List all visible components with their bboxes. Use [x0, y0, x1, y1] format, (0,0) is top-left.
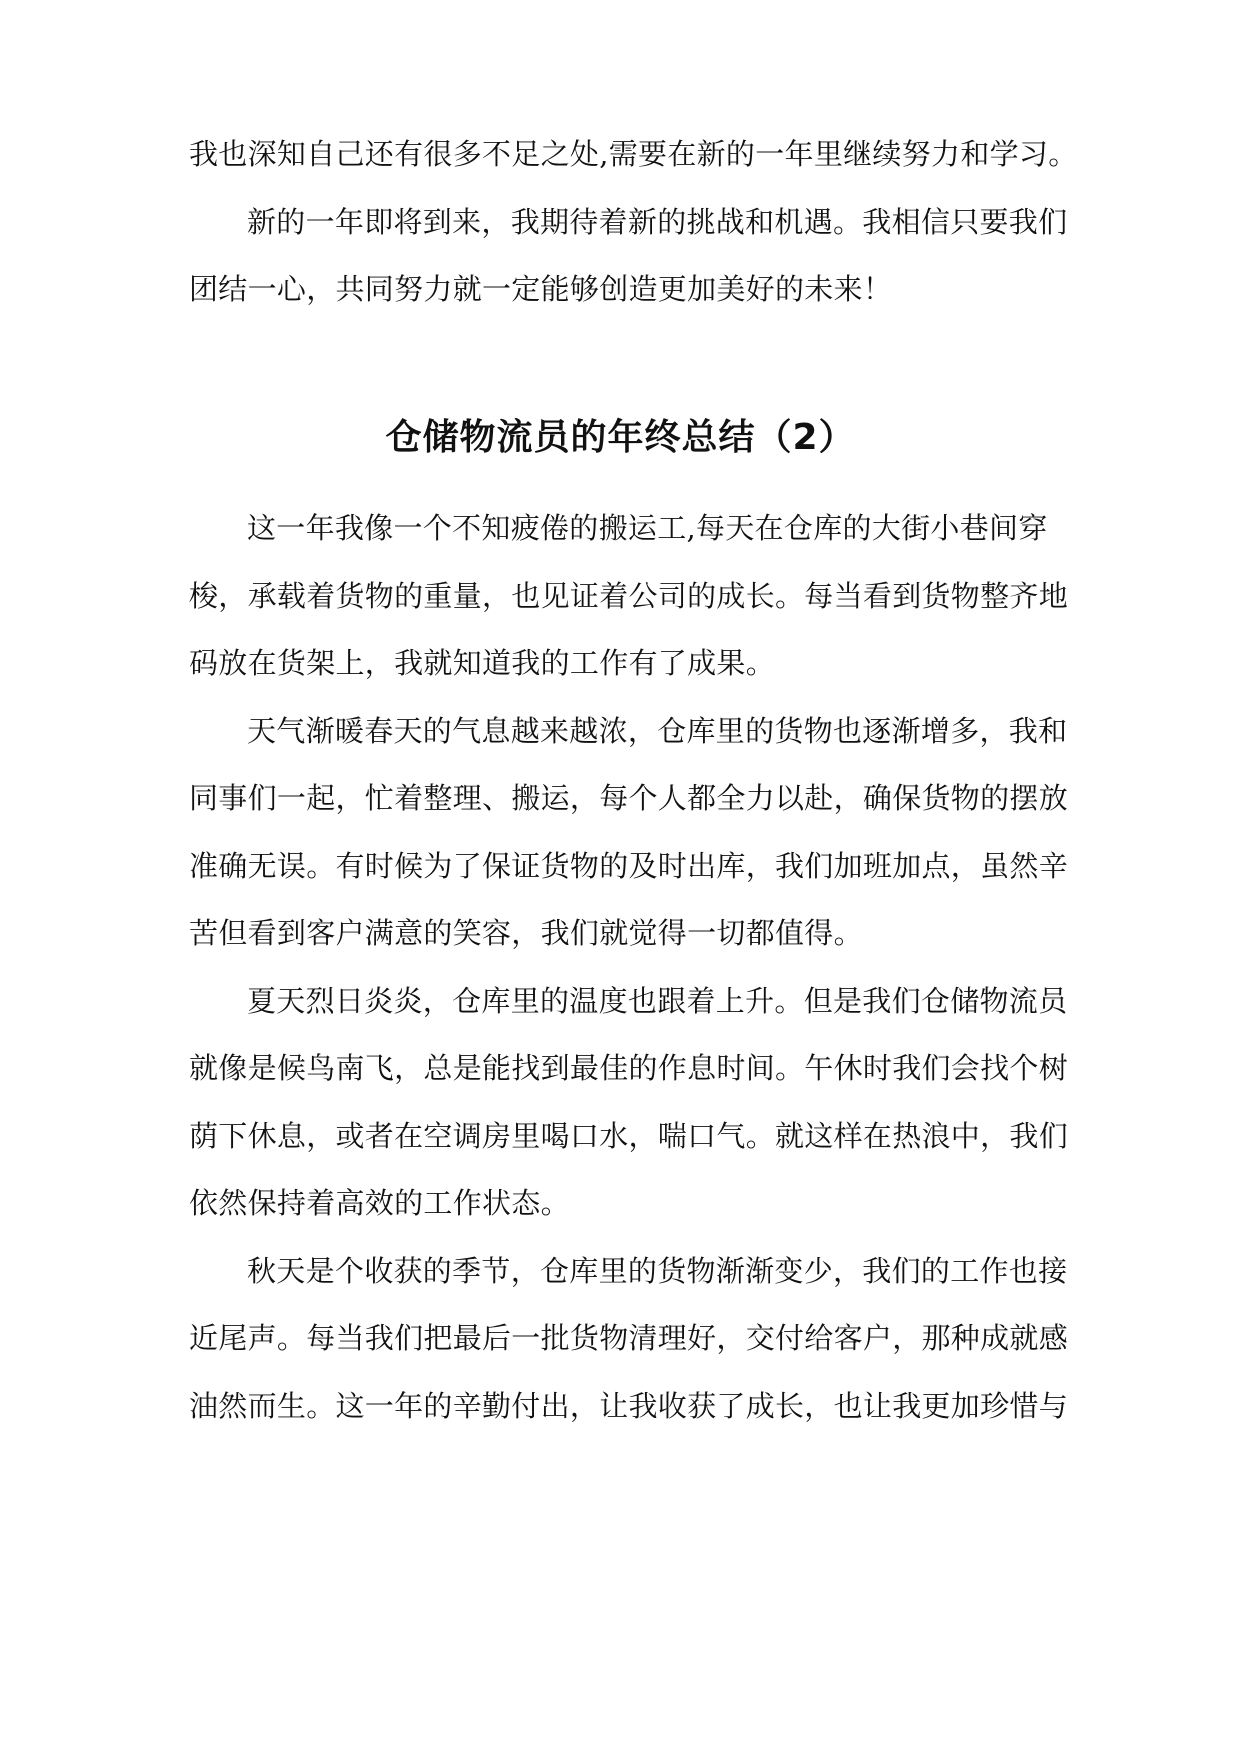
- paragraph-line: 码放在货架上，我就知道我的工作有了成果。: [189, 646, 776, 680]
- paragraph-line: 我也深知自己还有很多不足之处,需要在新的一年里继续努力和学习。: [189, 137, 1078, 171]
- paragraph-line: 天气渐暖春天的气息越来越浓，仓库里的货物也逐渐增多，我和: [247, 714, 1068, 748]
- paragraph-line: 近尾声。每当我们把最后一批货物清理好，交付给客户，那种成就感: [189, 1321, 1069, 1355]
- section-title: 仓储物流员的年终总结（2）: [385, 417, 856, 458]
- paragraph-line: 梭，承载着货物的重量，也见证着公司的成长。每当看到货物整齐地: [189, 579, 1069, 613]
- paragraph-line: 依然保持着高效的工作状态。: [189, 1186, 570, 1220]
- paragraph-line: 同事们一起，忙着整理、搬运，每个人都全力以赴，确保货物的摆放: [189, 781, 1069, 815]
- paragraph-line: 夏天烈日炎炎，仓库里的温度也跟着上升。但是我们仓储物流员: [247, 984, 1068, 1018]
- paragraph-line: 荫下休息，或者在空调房里喝口水，喘口气。就这样在热浪中，我们: [189, 1119, 1069, 1153]
- paragraph-line: 秋天是个收获的季节，仓库里的货物渐渐变少，我们的工作也接: [247, 1254, 1068, 1288]
- paragraph-line: 就像是候鸟南飞，总是能找到最佳的作息时间。午休时我们会找个树: [189, 1051, 1069, 1085]
- paragraph-line: 油然而生。这一年的辛勤付出，让我收获了成长，也让我更加珍惜与: [189, 1389, 1069, 1423]
- paragraph-line: 新的一年即将到来，我期待着新的挑战和机遇。我相信只要我们: [247, 205, 1068, 239]
- paragraph-line: 苦但看到客户满意的笑容，我们就觉得一切都值得。: [189, 916, 863, 950]
- paragraph-line: 这一年我像一个不知疲倦的搬运工,每天在仓库的大街小巷间穿: [247, 511, 1048, 545]
- paragraph-line: 团结一心，共同努力就一定能够创造更加美好的未来！: [189, 272, 893, 306]
- paragraph-line: 准确无误。有时候为了保证货物的及时出库，我们加班加点，虽然辛: [189, 849, 1069, 883]
